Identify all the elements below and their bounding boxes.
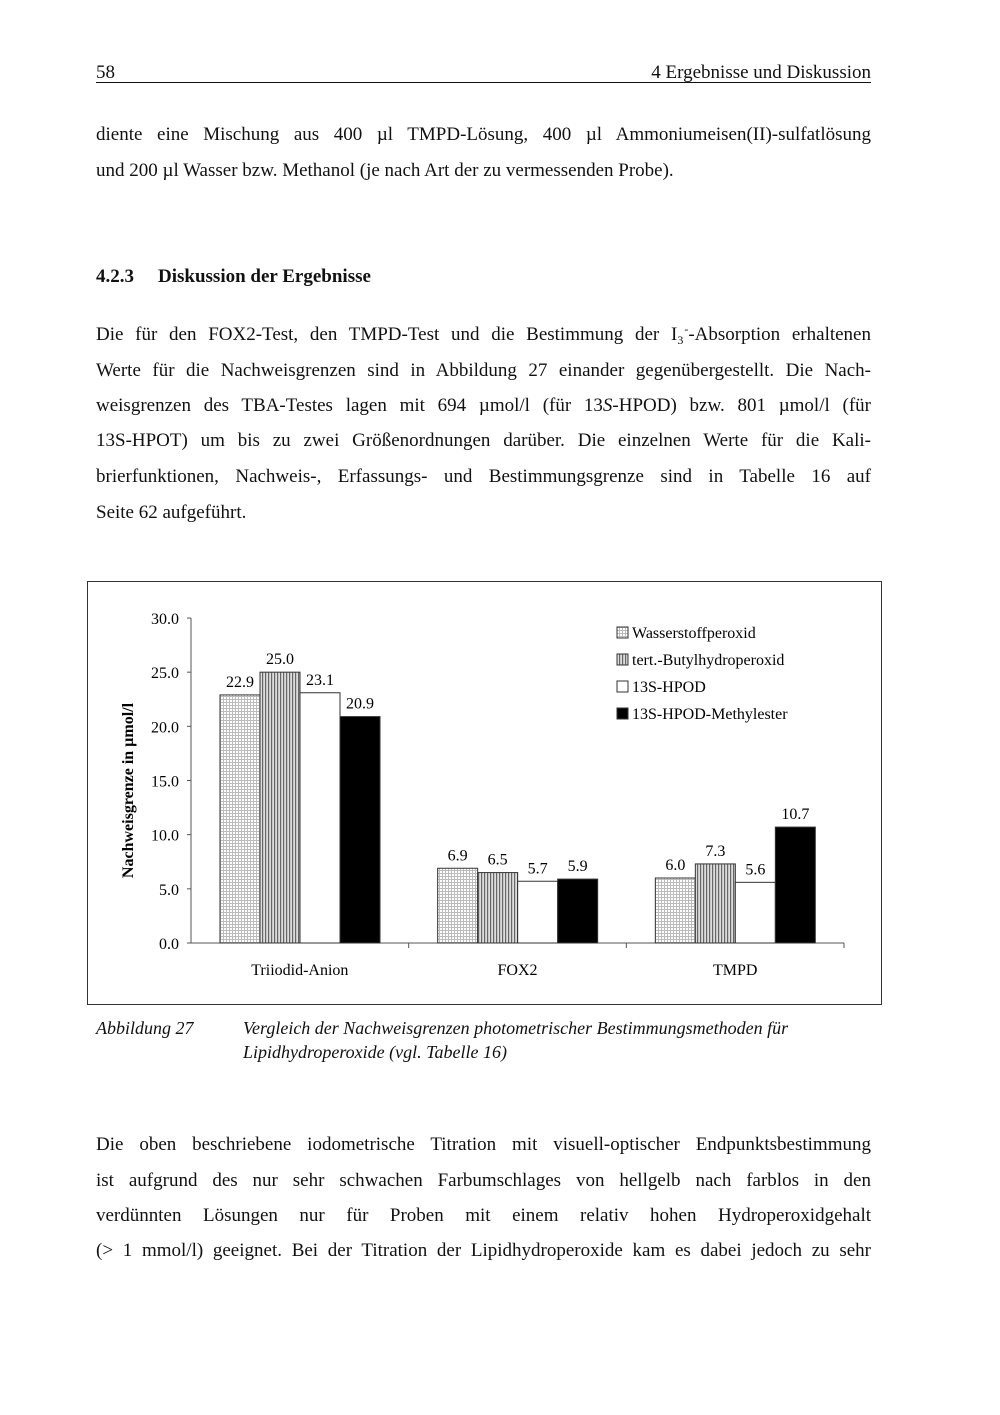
- bar-13s-hpod: [518, 881, 558, 943]
- section-title: Diskussion der Ergebnisse: [158, 266, 371, 287]
- bar-wasserstoffperoxid: [655, 878, 695, 943]
- paragraph-line: Seite 62 aufgeführt.: [96, 502, 247, 523]
- legend-swatch: [617, 654, 628, 665]
- data-label: 22.9: [226, 673, 254, 691]
- legend-label: Wasserstoffperoxid: [632, 625, 756, 642]
- paragraph-line: [96, 324, 871, 346]
- data-label: 25.0: [266, 651, 294, 669]
- y-tick-label: 10.0: [151, 827, 179, 845]
- figure-caption-line: Vergleich der Nachweisgrenzen photometrischer Bestimmungsmethoden für: [243, 1018, 789, 1038]
- legend-swatch: [617, 627, 628, 638]
- legend-label: 13S-HPOD-Methylester: [632, 706, 788, 723]
- data-label: 6.9: [447, 847, 468, 865]
- x-tick-label: Triiodid-Anion: [251, 962, 349, 979]
- bar-tert-butylhydroperoxid: [695, 864, 735, 943]
- data-label: 5.7: [527, 860, 548, 878]
- data-label: 5.6: [745, 861, 766, 879]
- italic-text: S: [602, 395, 613, 416]
- y-tick-label: 30.0: [151, 611, 179, 628]
- data-label: 6.5: [487, 851, 508, 869]
- data-label: 6.0: [665, 857, 686, 874]
- y-axis-label: Nachweisgrenze in µmol/l: [120, 702, 137, 879]
- paragraph-line: verdünnten Lösungen nur für Proben mit einem relativ hohen Hydroperoxidgehalt: [96, 1205, 871, 1226]
- paragraph-line: ist aufgrund des nur sehr schwachen Farbumschlages von hellgelb nach farblos in den: [96, 1170, 871, 1191]
- intro-line: und 200 µl Wasser bzw. Methanol (je nach Art der zu vermessenden Probe).: [96, 160, 674, 181]
- text: -HPOD) bzw. 801 µmol/l (für: [612, 395, 871, 416]
- data-label: 23.1: [306, 671, 334, 689]
- data-label: 20.9: [346, 695, 374, 713]
- superscript: -: [684, 322, 689, 336]
- paragraph-line: Die oben beschriebene iodometrische Titration mit visuell-optischer Endpunktsbestimmung: [96, 1134, 871, 1155]
- bar-13s-hpod-methylester: [340, 717, 380, 943]
- paragraph-line: 13S-HPOT) um bis zu zwei Größenordnungen darüber. Die einzelnen Werte für die Kali-: [96, 430, 871, 451]
- data-label: 10.7: [781, 806, 810, 824]
- intro-line: diente eine Mischung aus 400 µl TMPD-Lösung, 400 µl Ammoniumeisen(II)-sulfatlösung: [96, 124, 871, 145]
- bar-wasserstoffperoxid: [438, 868, 478, 943]
- paragraph-line: [96, 395, 871, 417]
- y-tick-label: 25.0: [151, 665, 179, 683]
- running-header: 4 Ergebnisse und Diskussion: [651, 62, 871, 83]
- subscript: 3: [677, 333, 684, 347]
- figure-frame: [87, 581, 882, 1005]
- paragraph-line: brierfunktionen, Nachweis-, Erfassungs- und Bestimmungsgrenze sind in Tabelle 16 auf: [96, 466, 871, 487]
- paragraph-line: (> 1 mmol/l) geeignet. Bei der Titration der Lipidhydroperoxide kam es dabei jedoch zu sehr: [96, 1240, 871, 1261]
- y-tick-label: 5.0: [159, 881, 179, 899]
- text: -Absorption erhaltenen: [688, 324, 871, 345]
- legend-swatch: [617, 708, 628, 719]
- bar-wasserstoffperoxid: [220, 695, 260, 943]
- bar-13s-hpod: [735, 882, 775, 943]
- legend-swatch: [617, 681, 628, 692]
- x-tick-label: FOX2: [497, 962, 538, 979]
- bar-13s-hpod: [300, 693, 340, 943]
- text: Die für den FOX2-Test, den TMPD-Test und die Bestimmung der I: [96, 324, 678, 345]
- text: weisgrenzen des TBA-Testes lagen mit 694 µmol/l (für 13: [96, 395, 603, 416]
- header-rule: [96, 82, 871, 83]
- data-label: 7.3: [705, 842, 726, 860]
- y-tick-label: 20.0: [151, 719, 179, 737]
- x-tick-label: TMPD: [712, 962, 758, 979]
- data-label: 5.9: [567, 858, 588, 876]
- figure-caption-line: Lipidhydroperoxide (vgl. Tabelle 16): [243, 1042, 507, 1062]
- y-tick-label: 0.0: [159, 936, 179, 953]
- legend-label: tert.-Butylhydroperoxid: [632, 652, 785, 669]
- legend-label: 13S-HPOD: [632, 679, 706, 696]
- figure-label: Abbildung 27: [96, 1018, 194, 1038]
- section-heading: [96, 266, 371, 288]
- bar-tert-butylhydroperoxid: [260, 672, 300, 943]
- page-number: 58: [96, 62, 115, 83]
- y-tick-label: 15.0: [151, 773, 179, 791]
- bar-13s-hpod-methylester: [558, 879, 598, 943]
- bar-13s-hpod-methylester: [775, 827, 815, 943]
- bar-tert-butylhydroperoxid: [478, 873, 518, 943]
- bar-chart: [88, 582, 881, 1004]
- section-number: 4.2.3: [96, 266, 134, 287]
- paragraph-line: Werte für die Nachweisgrenzen sind in Abbildung 27 einander gegenübergestellt. Die Nach-: [96, 360, 871, 381]
